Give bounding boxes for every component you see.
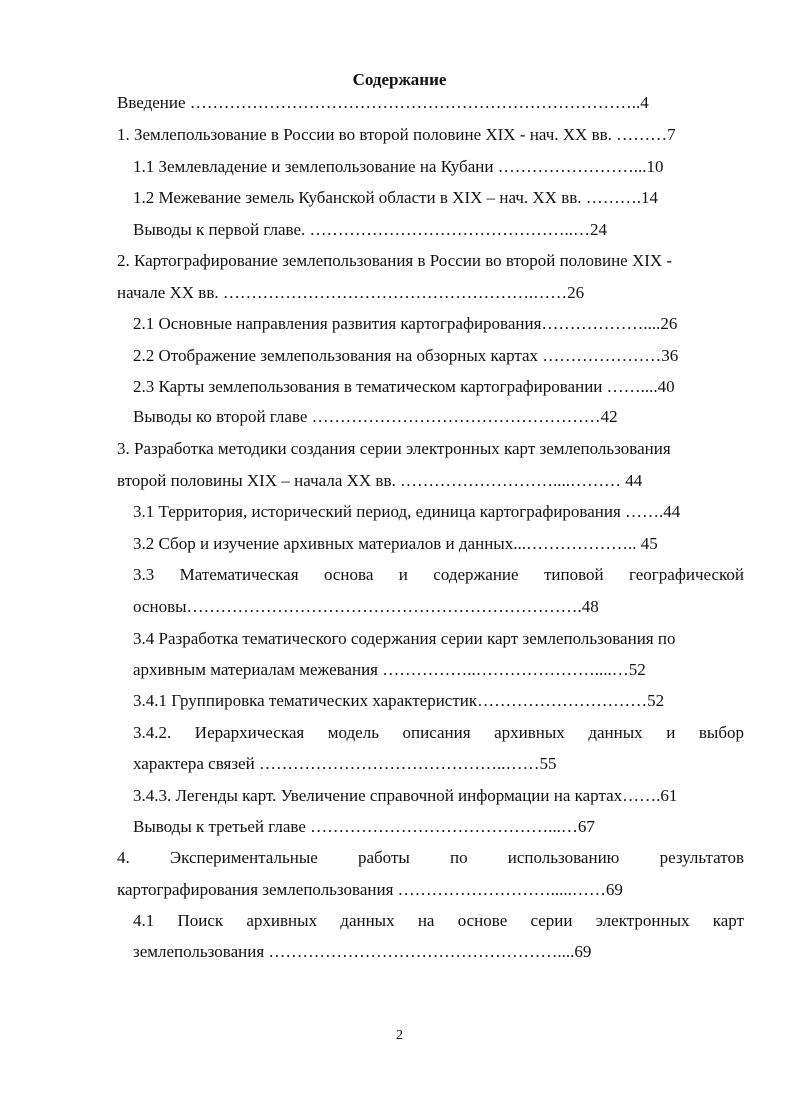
toc-line <box>0 470 799 492</box>
toc-text: 4. <box>117 848 130 867</box>
toc-line <box>0 564 799 586</box>
toc-text: 3.3 <box>133 565 155 584</box>
toc-line <box>0 501 799 523</box>
toc-line <box>0 910 799 932</box>
toc-text: электронных <box>595 911 690 930</box>
toc-text: 3. Разработка методики создания серии электронных карт землепользования <box>117 439 671 458</box>
toc-line <box>0 879 799 901</box>
toc-line <box>0 124 799 146</box>
toc-line <box>0 92 799 114</box>
toc-text: выбор <box>698 723 744 742</box>
toc-line <box>0 187 799 209</box>
toc-line <box>0 313 799 335</box>
toc-line <box>0 219 799 241</box>
toc-text: Выводы к третьей главе ……………………………………...…67 <box>133 817 595 836</box>
toc-text: характера связей ……………………………………..……55 <box>133 754 557 773</box>
toc-text: 2.2 Отображение землепользования на обзорных картах …………………36 <box>133 346 679 365</box>
toc-line <box>0 345 799 367</box>
toc-text: 3.2 Сбор и изучение архивных материалов и данных...……………….. 45 <box>133 534 658 553</box>
toc-text: типовой <box>543 565 604 584</box>
toc-text: Экспериментальные <box>169 848 318 867</box>
page-number: 2 <box>396 1028 403 1043</box>
toc-text: модель <box>327 723 379 742</box>
toc-text: данных <box>340 911 395 930</box>
toc-text: 1.2 Межевание земель Кубанской области в XIX – нач. XX вв. ……….14 <box>133 188 658 207</box>
toc-text: архивным материалам межевания ……………..…………………....…52 <box>133 660 646 679</box>
toc-text: 1.1 Землевладение и землепользование на Кубани ……………………...10 <box>133 157 664 176</box>
toc-text: 3.4.3. Легенды карт. Увеличение справочной информации на картах…….61 <box>133 786 678 805</box>
toc-text: результатов <box>659 848 744 867</box>
toc-line <box>0 941 799 963</box>
toc-text: Иерархическая <box>194 723 305 742</box>
toc-text: и <box>398 565 408 584</box>
toc-text: 3.1 Территория, исторический период, единица картографирования …….44 <box>133 502 681 521</box>
toc-text: на <box>417 911 435 930</box>
toc-text: использованию <box>507 848 620 867</box>
toc-line <box>0 816 799 838</box>
toc-line <box>0 596 799 618</box>
toc-text: 2.1 Основные направления развития картографирования………………....26 <box>133 314 678 333</box>
toc-line <box>0 722 799 744</box>
toc-text: 3.4.2. <box>133 723 172 742</box>
toc-text: архивных <box>246 911 318 930</box>
toc-line <box>0 406 799 428</box>
toc-text: 4.1 <box>133 911 155 930</box>
toc-line <box>0 156 799 178</box>
toc-text: и <box>666 723 676 742</box>
toc-line <box>0 847 799 869</box>
toc-line <box>0 690 799 712</box>
toc-line <box>0 533 799 555</box>
toc-text: Поиск <box>177 911 224 930</box>
toc-text: 3.4 Разработка тематического содержания серии карт землепользования по <box>133 629 676 648</box>
toc-text: содержание <box>433 565 519 584</box>
toc-line <box>0 250 799 272</box>
toc-text: географической <box>629 565 744 584</box>
toc-line <box>0 628 799 650</box>
toc-text: основе <box>457 911 508 930</box>
page-title: Содержание <box>352 70 447 89</box>
toc-text: карт <box>712 911 744 930</box>
toc-line <box>0 753 799 775</box>
toc-text: по <box>449 848 468 867</box>
toc-text: архивных <box>494 723 565 742</box>
toc-text: основы…………………………………………………………….48 <box>133 597 599 616</box>
toc-text: 3.4.1 Группировка тематических характеристик…………………………52 <box>133 691 665 710</box>
toc-text: данных <box>588 723 643 742</box>
toc-text: 2.3 Карты землепользования в тематическом картографировании ……....40 <box>133 377 675 396</box>
toc-text: работы <box>357 848 410 867</box>
toc-line <box>0 282 799 304</box>
toc-line <box>0 438 799 460</box>
toc-text: 2. Картографирование землепользования в России во второй половине XIX - <box>117 251 673 270</box>
toc-text: описания <box>402 723 471 742</box>
toc-text: Выводы к первой главе. ………………………………………..…24 <box>133 220 608 239</box>
toc-line <box>0 659 799 681</box>
toc-text: Выводы ко второй главе ……………………………………………42 <box>133 407 618 426</box>
toc-text: Введение ……………………………………………………………………..4 <box>117 93 649 112</box>
toc-text: основа <box>323 565 374 584</box>
toc-text: картографирования землепользования ……………………….....……69 <box>117 880 623 899</box>
toc-text: серии <box>530 911 573 930</box>
toc-text: второй половины XIX – начала XX вв. ………………………....……… 44 <box>117 471 643 490</box>
toc-text: начале XX вв. ……………………………………………….……26 <box>117 283 585 302</box>
toc-text: Математическая <box>179 565 299 584</box>
toc-text: землепользования ……………………………………………....69 <box>133 942 592 961</box>
toc-line <box>0 376 799 398</box>
toc-line <box>0 785 799 807</box>
toc-text: 1. Землепользование в России во второй половине XIX - нач. XX вв. ………7 <box>117 125 676 144</box>
